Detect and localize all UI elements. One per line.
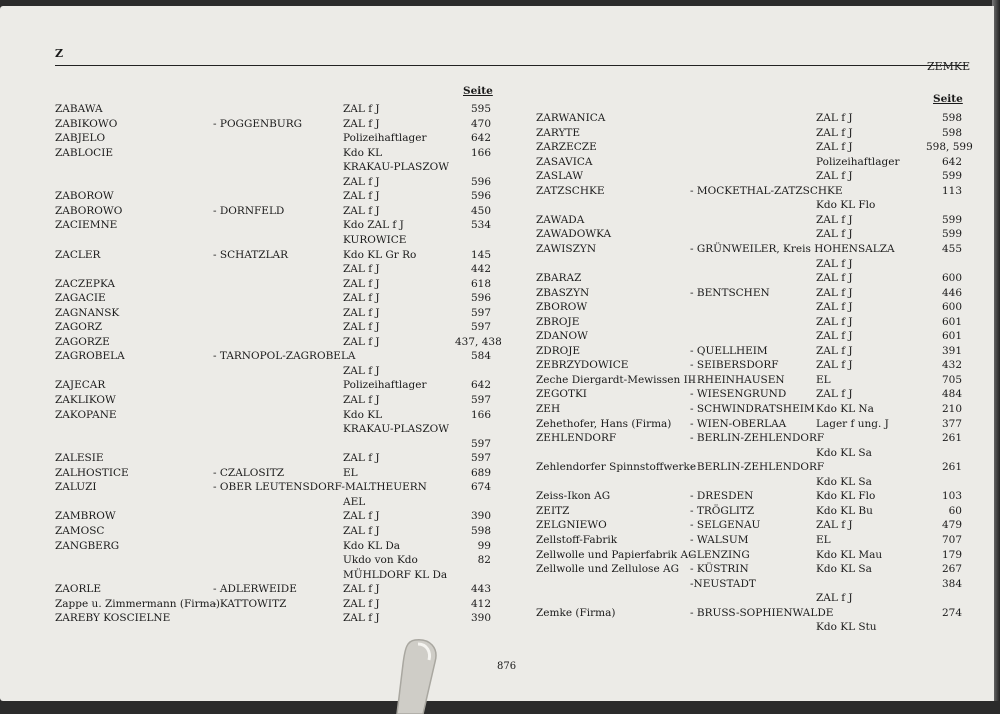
entry-authority: KRAKAU-PLASZOW	[343, 423, 450, 436]
entry-page: 600	[941, 272, 962, 285]
entry-related: - WIESENGRUND	[690, 388, 787, 401]
entry-place: ZALHOSTICE	[55, 466, 129, 479]
entry-place: Zellwolle und Papierfabrik AG	[536, 548, 697, 561]
entry-place: Zellwolle und Zellulose AG	[536, 563, 679, 576]
entry-authority: ZAL f J	[343, 263, 380, 276]
entry-place: ZAGORZ	[55, 321, 103, 334]
entry-place: Zellstoff-Fabrik	[536, 533, 618, 546]
entry-page: 267	[941, 563, 962, 576]
entry-page: 597	[470, 452, 491, 465]
entry-place: ZASAVICA	[536, 155, 593, 168]
entry-place: ZAMBROW	[55, 510, 116, 523]
entry-place: Zehlendorfer Spinnstoffwerke	[536, 461, 697, 474]
entry-authority: ZAL f J	[343, 175, 380, 188]
entry-place: ZAWADOWKA	[536, 228, 612, 241]
entry-authority: Kdo KL Bu	[816, 504, 873, 517]
entry-place: ZAGNANSK	[55, 306, 120, 319]
entry-place: ZDROJE	[536, 344, 581, 357]
entry-authority: ZAL f J	[816, 170, 853, 183]
entry-page: 60	[948, 504, 962, 517]
entry-authority: ZAL f J	[816, 112, 853, 124]
entry-page: 598	[941, 126, 962, 139]
entry-authority: Polizeihaftlager	[343, 132, 427, 145]
seite-label-left: Seite	[463, 85, 493, 97]
entry-page: 689	[470, 466, 491, 479]
entry-related: - SEIBERSDORF	[690, 359, 779, 372]
entry-page: 113	[941, 184, 962, 197]
entry-authority: Kdo KL Da	[343, 539, 401, 552]
entry-place: ZBROJE	[536, 315, 580, 328]
entry-place: Zemke (Firma)	[536, 606, 616, 619]
entry-related: - BERLIN-ZEHLENDORF	[690, 461, 825, 474]
entry-authority: Kdo KL Stu	[816, 621, 877, 634]
entry-authority: Kdo KL Gr Ro	[343, 248, 417, 261]
entry-place: ZAGORZE	[55, 335, 110, 348]
entry-authority: Kdo KL Sa	[816, 475, 872, 488]
entry-place: ZAMOSC	[55, 524, 105, 537]
entry-page: 584	[470, 350, 491, 363]
entry-related: - QUELLHEIM	[690, 344, 768, 357]
entry-related: - OBER LEUTENSDORF-MALTHEUERN	[213, 481, 427, 494]
entry-place: ZEITZ	[536, 504, 570, 517]
entry-place: ZALESIE	[55, 452, 104, 465]
entry-page: 470	[470, 117, 491, 130]
entry-authority: ZAL f J	[816, 301, 853, 314]
entry-page: 442	[470, 263, 491, 276]
entry-authority: Kdo KL Na	[816, 403, 874, 415]
entry-related: - SCHWINDRATSHEIM	[690, 403, 815, 415]
entry-related: - DRESDEN	[690, 490, 754, 503]
entry-authority: ZAL f J	[816, 257, 853, 270]
entry-related: - CZALOSITZ	[213, 466, 285, 479]
entry-related: - BERLIN-ZEHLENDORF	[690, 432, 825, 445]
entry-page: 598	[941, 112, 962, 124]
entry-related: - SELGENAU	[690, 519, 761, 532]
entry-page: 597	[470, 437, 491, 450]
entry-related: - WALSUM	[690, 533, 749, 546]
entry-place: ZAGROBELA	[55, 350, 125, 363]
entry-authority: ZAL f J	[816, 126, 853, 139]
entry-authority: Lager f ung. J	[816, 417, 889, 430]
entry-page: 707	[941, 533, 962, 546]
entry-place: ZEH	[536, 403, 561, 415]
entry-place: ZARWANICA	[536, 112, 606, 124]
entry-place: Zeche Diergardt-Mewissen III	[536, 373, 697, 386]
entry-related: - KATTOWITZ	[213, 597, 287, 610]
entry-page: 599	[941, 213, 962, 226]
entry-related: - KÜSTRIN	[690, 563, 749, 576]
entry-authority: ZAL f J	[816, 330, 853, 343]
entry-authority: Kdo KL Flo	[816, 199, 876, 212]
entry-authority: ZAL f J	[816, 228, 853, 241]
entry-authority: ZAL f J	[343, 524, 380, 537]
entry-page: 437, 438	[455, 335, 502, 348]
entry-authority: ZAL f J	[816, 315, 853, 328]
entry-page: 595	[470, 103, 491, 115]
seite-label-right: Seite	[933, 93, 963, 105]
entry-place: ZAWADA	[536, 213, 585, 226]
entry-page: 601	[941, 315, 962, 328]
entry-authority: ZAL f J	[816, 344, 853, 357]
entry-related: - SCHATZLAR	[213, 248, 289, 261]
entry-authority: ZAL f J	[343, 103, 380, 115]
entry-page: 596	[470, 190, 491, 203]
entry-page: 642	[941, 155, 962, 168]
entry-page: 642	[470, 379, 491, 392]
entry-page: 534	[470, 219, 491, 232]
entry-page: 600	[941, 301, 962, 314]
entry-place: ZEGOTKI	[536, 388, 587, 401]
entry-place: ZAKLIKOW	[55, 394, 116, 406]
entry-place: ZATZSCHKE	[536, 184, 605, 197]
entry-authority: Kdo KL	[343, 408, 383, 421]
entry-authority: ZAL f J	[816, 519, 853, 532]
entry-place: ZACLER	[55, 248, 101, 261]
entry-authority: ZAL f J	[343, 452, 380, 465]
entry-place: ZAWISZYN	[536, 242, 597, 255]
entry-place: ZBARAZ	[536, 272, 582, 285]
entry-related: - ADLERWEIDE	[213, 583, 297, 596]
entry-authority: ZAL f J	[343, 190, 380, 203]
entry-authority: Kdo KL Mau	[816, 548, 883, 561]
entry-page: 82	[477, 554, 491, 567]
entry-page: 391	[941, 344, 962, 357]
entry-place: ZAREBY KOSCIELNE	[55, 612, 171, 625]
entry-page: 597	[470, 394, 491, 406]
entry-authority: AEL	[343, 495, 366, 508]
entry-place: ZAGACIE	[55, 292, 106, 305]
entry-place: ZASLAW	[536, 170, 583, 183]
entry-related: - BRUSS-SOPHIENWALDE	[690, 606, 834, 619]
entry-authority: ZAL f J	[816, 141, 853, 154]
entry-authority: ZAL f J	[343, 597, 380, 610]
entry-related: - MOCKETHAL-ZATZSCHKE	[690, 184, 843, 197]
entry-page: 597	[470, 306, 491, 319]
entry-page: 443	[470, 583, 491, 596]
entry-page: 390	[470, 612, 491, 625]
entry-related: - GRÜNWEILER, Kreis HOHENSALZA	[690, 242, 895, 255]
entry-page: 210	[941, 403, 962, 415]
entry-authority: Kdo KL Sa	[816, 563, 872, 576]
entry-place: ZDANOW	[536, 330, 588, 343]
entry-place: ZEBRZYDOWICE	[536, 359, 629, 372]
entry-page: 261	[941, 461, 962, 474]
entry-place: ZALUZI	[55, 481, 97, 494]
entry-authority: Kdo ZAL f J	[343, 219, 404, 232]
page-number: 876	[497, 661, 517, 672]
entry-place: ZAJECAR	[55, 379, 106, 392]
entry-authority: Kdo KL Flo	[816, 490, 876, 503]
entry-page: 599	[941, 170, 962, 183]
entry-place: ZABLOCIE	[55, 146, 114, 159]
entry-authority: ZAL f J	[343, 394, 380, 406]
entry-authority: ZAL f J	[343, 612, 380, 625]
entry-authority: Kdo KL Sa	[816, 446, 872, 459]
entry-page: 674	[470, 481, 491, 494]
entry-page: 618	[470, 277, 491, 290]
finger-shadow	[385, 634, 445, 714]
entry-related: - WIEN-OBERLAA	[690, 417, 787, 430]
entry-page: 384	[941, 577, 962, 590]
entry-page: 412	[470, 597, 491, 610]
entry-authority: Kdo KL	[343, 146, 383, 159]
entry-related: - TARNOPOL-ZAGROBELA	[213, 350, 356, 363]
entry-place: ZACZEPKA	[55, 277, 115, 290]
entry-page: 597	[470, 321, 491, 334]
entry-place: Zehethofer, Hans (Firma)	[536, 417, 672, 430]
entry-authority: ZAL f J	[343, 306, 380, 319]
entry-page: 596	[470, 292, 491, 305]
entry-authority: KUROWICE	[343, 233, 407, 246]
entry-page: 598	[470, 524, 491, 537]
entry-page: 261	[941, 432, 962, 445]
entry-place: ZABJELO	[55, 132, 106, 145]
entry-place: Zeiss-Ikon AG	[536, 490, 611, 503]
entry-authority: ZAL f J	[816, 359, 853, 372]
entry-page: 432	[941, 359, 962, 372]
entry-page: 455	[941, 242, 962, 255]
entry-place: ZANGBERG	[55, 539, 120, 552]
entry-authority: ZAL f J	[816, 388, 853, 401]
entry-page: 166	[470, 146, 491, 159]
entry-related: - RHEINHAUSEN	[690, 373, 785, 386]
entry-page: 642	[470, 132, 491, 145]
entry-place: ZABIKOWO	[55, 117, 118, 130]
entry-page: 446	[941, 286, 962, 299]
entry-place: ZELGNIEWO	[536, 519, 607, 532]
entry-page: 601	[941, 330, 962, 343]
entry-related: - TRÖGLITZ	[690, 504, 755, 517]
entry-place: ZBOROW	[536, 301, 588, 314]
entry-authority: Polizeihaftlager	[343, 379, 427, 392]
entry-place: ZABOROW	[55, 190, 114, 203]
section-letter: Z	[55, 47, 64, 60]
entry-related: - BENTSCHEN	[690, 286, 770, 299]
entry-page: 274	[941, 606, 962, 619]
entry-page: 99	[477, 539, 491, 552]
entry-page: 377	[941, 417, 962, 430]
entry-place: ZARZECZE	[536, 141, 597, 154]
entry-authority: ZAL f J	[816, 592, 853, 605]
entry-authority: ZAL f J	[343, 292, 380, 305]
entry-page: 166	[470, 408, 491, 421]
header-keyword: ZEMKE	[927, 60, 971, 73]
entry-page: 484	[941, 388, 962, 401]
entry-place: ZAORLE	[55, 583, 102, 596]
entry-page: 450	[470, 204, 491, 217]
entry-page: 179	[941, 548, 962, 561]
entry-authority: ZAL f J	[343, 335, 380, 348]
entry-authority: Polizeihaftlager	[816, 155, 900, 168]
entry-place: ZBASZYN	[536, 286, 590, 299]
entry-authority: ZAL f J	[343, 321, 380, 334]
entry-page: 599	[941, 228, 962, 241]
entry-related: - POGGENBURG	[213, 117, 303, 130]
entry-authority: ZAL f J	[343, 117, 380, 130]
entry-related: - DORNFELD	[213, 204, 285, 217]
entry-authority: ZAL f J	[816, 272, 853, 285]
entry-place: ZACIEMNE	[55, 219, 118, 232]
entry-page: 596	[470, 175, 491, 188]
entry-authority: ZAL f J	[343, 583, 380, 596]
entry-authority: EL	[816, 373, 831, 386]
entry-page: 705	[941, 373, 962, 386]
entry-page: 390	[470, 510, 491, 523]
entry-authority: ZAL f J	[343, 204, 380, 217]
entry-authority: EL	[816, 533, 831, 546]
entry-authority: ZAL f J	[343, 277, 380, 290]
entry-place: ZABAWA	[55, 103, 103, 115]
entry-authority: ZAL f J	[816, 286, 853, 299]
entry-related: -NEUSTADT	[690, 577, 756, 590]
entry-authority: ZAL f J	[816, 213, 853, 226]
entry-authority: ZAL f J	[343, 364, 380, 377]
entry-page: 598, 599	[926, 141, 973, 154]
entry-place: ZABOROWO	[55, 204, 123, 217]
entry-authority: EL	[343, 466, 358, 479]
book-page	[0, 6, 994, 701]
entry-place: ZARYTE	[536, 126, 581, 139]
entry-place: ZEHLENDORF	[536, 432, 617, 445]
entry-authority: MÜHLDORF KL Da	[343, 568, 448, 581]
entry-page: 479	[941, 519, 962, 532]
entry-authority: ZAL f J	[343, 510, 380, 523]
entry-authority: KRAKAU-PLASZOW	[343, 161, 450, 174]
entry-place: ZAKOPANE	[55, 408, 117, 421]
entry-authority: Ukdo von Kdo	[343, 554, 418, 567]
entry-page: 145	[470, 248, 491, 261]
header-rule	[55, 65, 967, 66]
entry-place: Zappe u. Zimmermann (Firma)	[55, 597, 220, 610]
entry-related: - LENZING	[690, 548, 750, 561]
entry-page: 103	[941, 490, 962, 503]
